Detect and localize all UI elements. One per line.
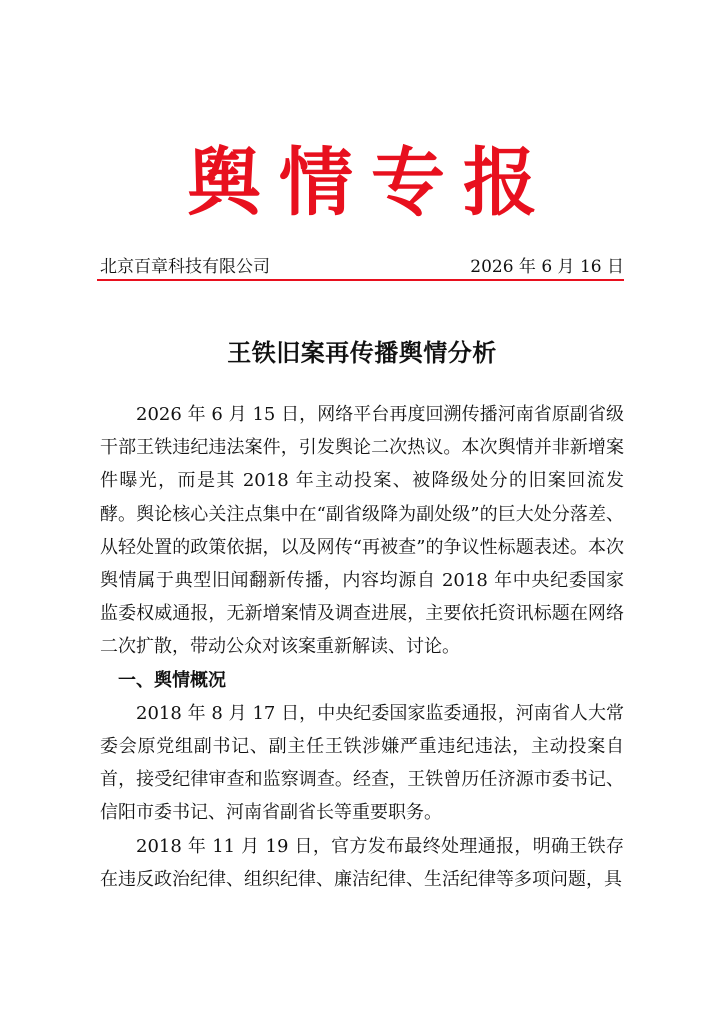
issue-date: 2026 年 6 月 16 日 bbox=[470, 257, 624, 277]
red-divider bbox=[97, 279, 624, 281]
document-title: 王铁旧案再传播舆情分析 bbox=[227, 338, 497, 367]
document-body bbox=[100, 398, 624, 896]
intro-paragraph: 2026 年 6 月 15 日，网络平台再度回溯传播河南省原副省级干部王铁违纪违法案件，引发舆论二次热议。本次舆情并非新增案件曝光，而是其 2018 年主动投案、被降级处分的旧案回流发酵。舆论核心关注点集中在“副省级降为副处级”的巨大处分落差、从轻处置的政策依据，以及网传“再被查”的争议性标题表述。本次舆情属于典型旧闻翻新传播，内容均源自 2018 年中央纪委国家监委权威通报，无新增案情及调查进展，主要依托资讯标题在网络二次扩散，带动公众对该案重新解读、讨论。 bbox=[100, 404, 624, 658]
section-paragraph: 2018 年 8 月 17 日，中央纪委国家监委通报，河南省人大常委会原党组副书记、副主任王铁涉嫌严重违纪违法，主动投案自首，接受纪律审查和监察调查。经查，王铁曾历任济源市委书记、信阳市委书记、河南省副省长等重要职务。 bbox=[100, 702, 624, 824]
document-header bbox=[100, 256, 624, 278]
section-paragraph: 2018 年 11 月 19 日，官方发布最终处理通报，明确王铁存在违反政治纪律、组织纪律、廉洁纪律、生活纪律等多项问题，具 bbox=[100, 835, 624, 890]
masthead-title: 舆情专报 bbox=[187, 140, 555, 226]
section-heading: 一、舆情概况 bbox=[118, 669, 226, 691]
issuer-name: 北京百章科技有限公司 bbox=[100, 257, 270, 277]
